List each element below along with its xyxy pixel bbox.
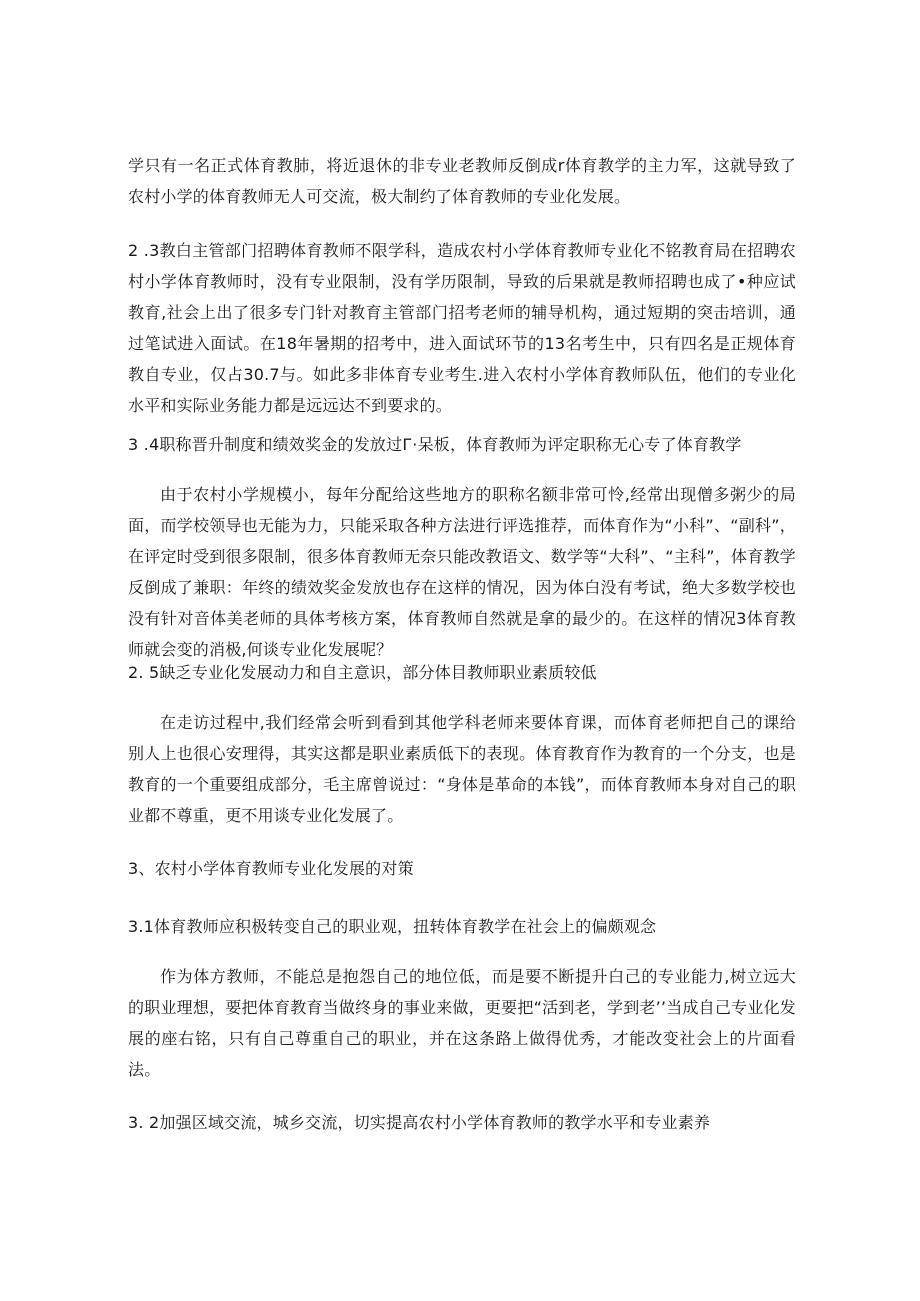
paragraph-career-ideal: 作为体方教师，不能总是抱怨自己的地位低，而是要不断提升白己的专业能力,树立远大的职业理想，要把体育教育当做终身的事业来做，更要把“活到老，学到老’’当成自己专业化发展的座右铭，只有自己尊重自己的职业，并在这条路上做得优秀，才能改变社会上的片面看法。 — [128, 967, 796, 1079]
heading-2-5-motivation: 2. 5缺乏专业化发展动力和自主意识，部分体目教师职业素质较低 — [128, 663, 597, 682]
paragraph-2-3-recruitment: 2 .3教白主管部门招聘体育教师不限学科，造成农村小学体育教师专业化不铭教育局在招聘农村小学体育教师时，没有专业限制，没有学历限制，导致的后果就是教师招聘也成了•种应试教育,社会上出了很多专门针对教育主管部门招考老师的辅导机构，通过短期的突击培训，通过笔试进入面试。在18年暑期的招考中，进入面试环节的13名考生中，只有四名是正规体育教自专业，仅占30.7与。如此多非体育专业考生.进入农村小学体育教师队伍，他们的专业化水平和实际业务能力都是远远达不到要求的。 — [128, 241, 796, 415]
paragraph-professional-quality: 在走访过程中,我们经常会听到看到其他学科老师来要体育课，而体育老师把自己的课给别人上也很心安理得，其实这都是职业素质低下的表现。体育教育作为教育的一个分支，也是教育的一个重要组成部分，毛主席曾说过：“身体是革命的本钱”，而体育教师本身对自己的职业都不尊重，更不用谈专业化发展了。 — [128, 713, 796, 825]
paragraph-title-quota: 由于农村小学规模小，每年分配给这些地方的职称名额非常可怜,经常出现僧多粥少的局面，而学校领导也无能为力，只能采取各种方法进行评选推荐，而体育作为“小科”、“副科”，在评定时受到很多限制，很多体育教师无奈只能改教语文、数学等“大科”、“主科”，体育教学反倒成了兼职：年终的绩效奖金发放也存在这样的情况，因为体白没有考试，绝大多数学校也没有针对音体美老师的具体考核方案，体育教师自然就是拿的最少的。在这样的情况3体育教师就会变的消极,何谈专业化发展呢？ — [128, 485, 796, 659]
heading-3-2-regional-exchange: 3. 2加强区域交流，城乡交流，切实提高农村小学体育教师的教学水平和专业素养 — [128, 1113, 711, 1132]
heading-3-countermeasures: 3、农村小学体育教师专业化发展的对策 — [128, 859, 414, 878]
heading-3-4-title-promotion: 3 .4职称晋升制度和绩效奖金的发放过Г·呆板，体育教师为评定职称无心专了体育教学 — [128, 435, 742, 454]
paragraph-rural-teacher-shortage: 学只有一名正式体育教肺，将近退休的非专业老教师反倒成r体育教学的主力军，这就导致了农村小学的体育教师无人可交流，极大制约了体育教师的专业化发展。 — [128, 156, 796, 206]
heading-3-1-career-view: 3.1体育教师应积极转变自己的职业观，扭转体育教学在社会上的偏颇观念 — [128, 917, 657, 936]
